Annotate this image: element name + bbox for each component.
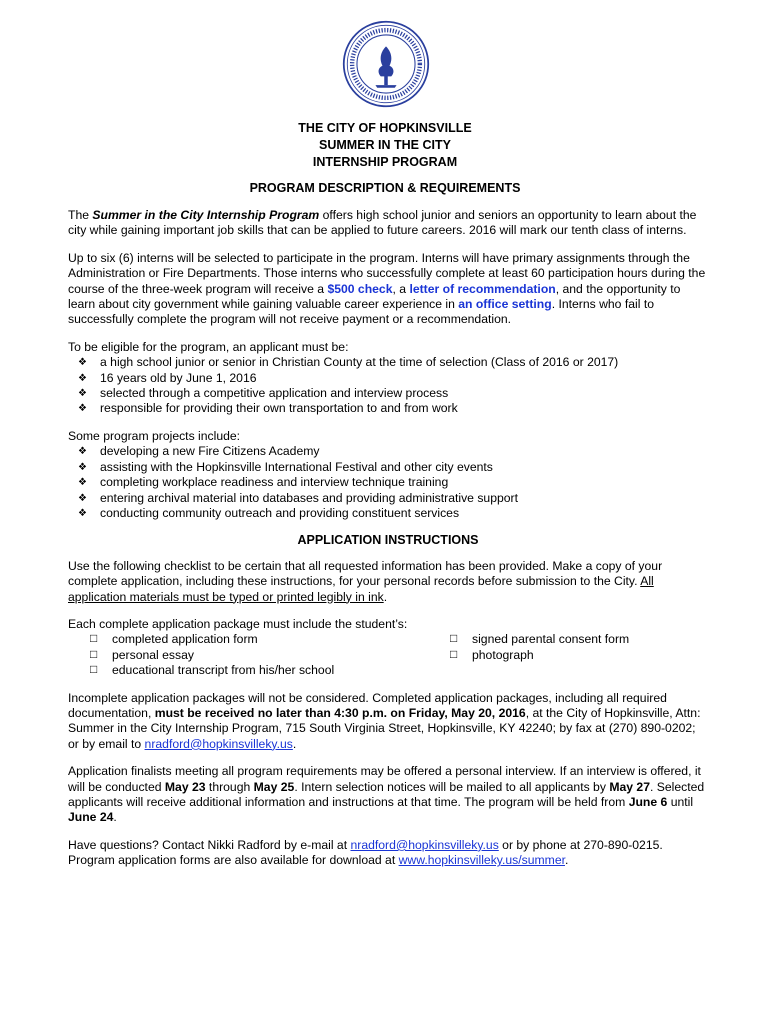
city-seal-icon bbox=[342, 20, 430, 108]
checklist-item: □ photograph bbox=[450, 648, 629, 663]
submission-email-link[interactable]: nradford@hopkinsvilleky.us bbox=[144, 736, 293, 751]
list-item: ❖ responsible for providing their own transportation to and from work bbox=[78, 401, 708, 416]
list-item: ❖ entering archival material into databases and providing administrative support bbox=[78, 491, 708, 506]
office-highlight: an office setting bbox=[458, 297, 552, 312]
deadline-paragraph bbox=[68, 691, 708, 753]
interview-text-5: until bbox=[667, 795, 694, 809]
interview-text-3: . Intern selection notices will be mailed to all applicants by bbox=[294, 779, 610, 794]
selection-paragraph bbox=[68, 251, 708, 328]
list-item: ❖ 16 years old by June 1, 2016 bbox=[78, 371, 708, 386]
package-intro: Each complete application package must include the student’s: bbox=[68, 616, 408, 631]
program-name: Summer in the City Internship Program bbox=[92, 208, 320, 222]
intro-paragraph bbox=[68, 208, 708, 239]
section-heading-description: PROGRAM DESCRIPTION & REQUIREMENTS bbox=[249, 181, 521, 195]
package-checklist bbox=[68, 632, 708, 678]
interview-date-end: May 25 bbox=[253, 779, 295, 794]
document-title-block bbox=[0, 120, 770, 197]
checklist-column-2 bbox=[450, 632, 629, 678]
checklist-item: □ signed parental consent form bbox=[450, 632, 629, 647]
checklist-column-1 bbox=[68, 632, 450, 678]
letter-highlight: letter of recommendation bbox=[409, 281, 556, 296]
program-end-date: June 24 bbox=[68, 810, 114, 825]
list-item: ❖ conducting community outreach and providing constituent services bbox=[78, 506, 708, 521]
checklist-paragraph bbox=[68, 559, 708, 605]
projects-list bbox=[68, 444, 708, 521]
document-body bbox=[68, 208, 708, 881]
selection-text-2: , a bbox=[392, 281, 410, 296]
contact-email-link[interactable]: nradford@hopkinsvilleky.us bbox=[350, 837, 499, 852]
interview-text-2: through bbox=[205, 779, 254, 794]
section-heading-application: APPLICATION INSTRUCTIONS bbox=[297, 533, 479, 548]
projects-intro: Some program projects include: bbox=[68, 428, 241, 443]
contact-text-2: or by phone at 270-890-0215. Program application forms are also available for download at bbox=[68, 837, 663, 868]
checklist-item: □ educational transcript from his/her school bbox=[90, 663, 450, 678]
checklist-item: □ completed application form bbox=[90, 632, 450, 647]
selection-text-3: , and the opportunity to learn about city government while gaining valuable career experience in bbox=[68, 281, 681, 312]
selection-text: Up to six (6) interns will be selected to participate in the program. Interns will have primary assignments through the Administration or Fire Departments. Those interns who successfully complete at least 60 participation hours during the course of the three-week program will receive a bbox=[68, 250, 706, 296]
selection-text-4: . Interns who fail to successfully complete the program will not receive payment or a recommendation. bbox=[68, 297, 654, 327]
list-item: ❖ a high school junior or senior in Christian County at the time of selection (Class of 2016 or 2017) bbox=[78, 355, 708, 370]
deadline-text: Incomplete application packages will not be considered. Completed application packages, including all required documentation, bbox=[68, 690, 667, 720]
list-item: ❖ completing workplace readiness and interview technique training bbox=[78, 475, 708, 490]
intro-text-2: offers high school junior and seniors an opportunity to learn about the city while gaining important job skills that can be applied to future careers. 2016 will mark our tenth class of interns. bbox=[68, 208, 697, 238]
deadline-date: must be received no later than 4:30 p.m. on Friday, May 20, 2016 bbox=[154, 705, 526, 720]
title-line-3: INTERNSHIP PROGRAM bbox=[312, 155, 458, 169]
interview-date-start: May 23 bbox=[164, 779, 206, 794]
deadline-text-end: . bbox=[292, 736, 297, 751]
contact-text: Have questions? Contact Nikki Radford by e-mail at bbox=[68, 837, 351, 852]
typed-legibly-note: All application materials must be typed or printed legibly in ink bbox=[68, 574, 654, 604]
list-item: ❖ selected through a competitive application and interview process bbox=[78, 386, 708, 401]
checklist-item: □ personal essay bbox=[90, 648, 450, 663]
program-start-date: June 6 bbox=[628, 795, 668, 809]
contact-text-end: . bbox=[564, 853, 569, 868]
intro-text: The bbox=[68, 208, 93, 222]
checklist-text-end: . bbox=[383, 589, 388, 604]
checklist-text: Use the following checklist to be certain that all requested information has been provided. Make a copy of your complete application, including these instructions, for your personal records before submission to the City. bbox=[68, 558, 663, 589]
deadline-text-2: , at the City of Hopkinsville, Attn: Summer in the City Internship Program, 715 South Virginia Street, Hopkinsville, KY 42240; by fax at (270) 890-0202; or by email to bbox=[68, 705, 701, 751]
list-item: ❖ assisting with the Hopkinsville International Festival and other city events bbox=[78, 460, 708, 475]
interview-text-end: . bbox=[113, 810, 117, 825]
list-item: ❖ developing a new Fire Citizens Academy bbox=[78, 444, 708, 459]
stipend-highlight: $500 check bbox=[327, 281, 393, 296]
interview-text: Application finalists meeting all program requirements may be offered a personal interview. If an interview is offered, it will be conducted bbox=[68, 764, 701, 794]
contact-paragraph bbox=[68, 838, 708, 869]
download-url-link[interactable]: www.hopkinsvilleky.us/summer bbox=[398, 853, 565, 868]
title-line-2: SUMMER IN THE CITY bbox=[319, 138, 451, 152]
eligibility-list bbox=[68, 355, 708, 417]
notice-date: May 27 bbox=[609, 779, 650, 794]
interview-paragraph bbox=[68, 764, 708, 826]
interview-text-4: . Selected applicants will receive additional information and instructions at that time. The program will be held from bbox=[68, 779, 705, 809]
title-line-1: THE CITY OF HOPKINSVILLE bbox=[298, 121, 472, 135]
eligibility-intro: To be eligible for the program, an applicant must be: bbox=[68, 339, 349, 354]
